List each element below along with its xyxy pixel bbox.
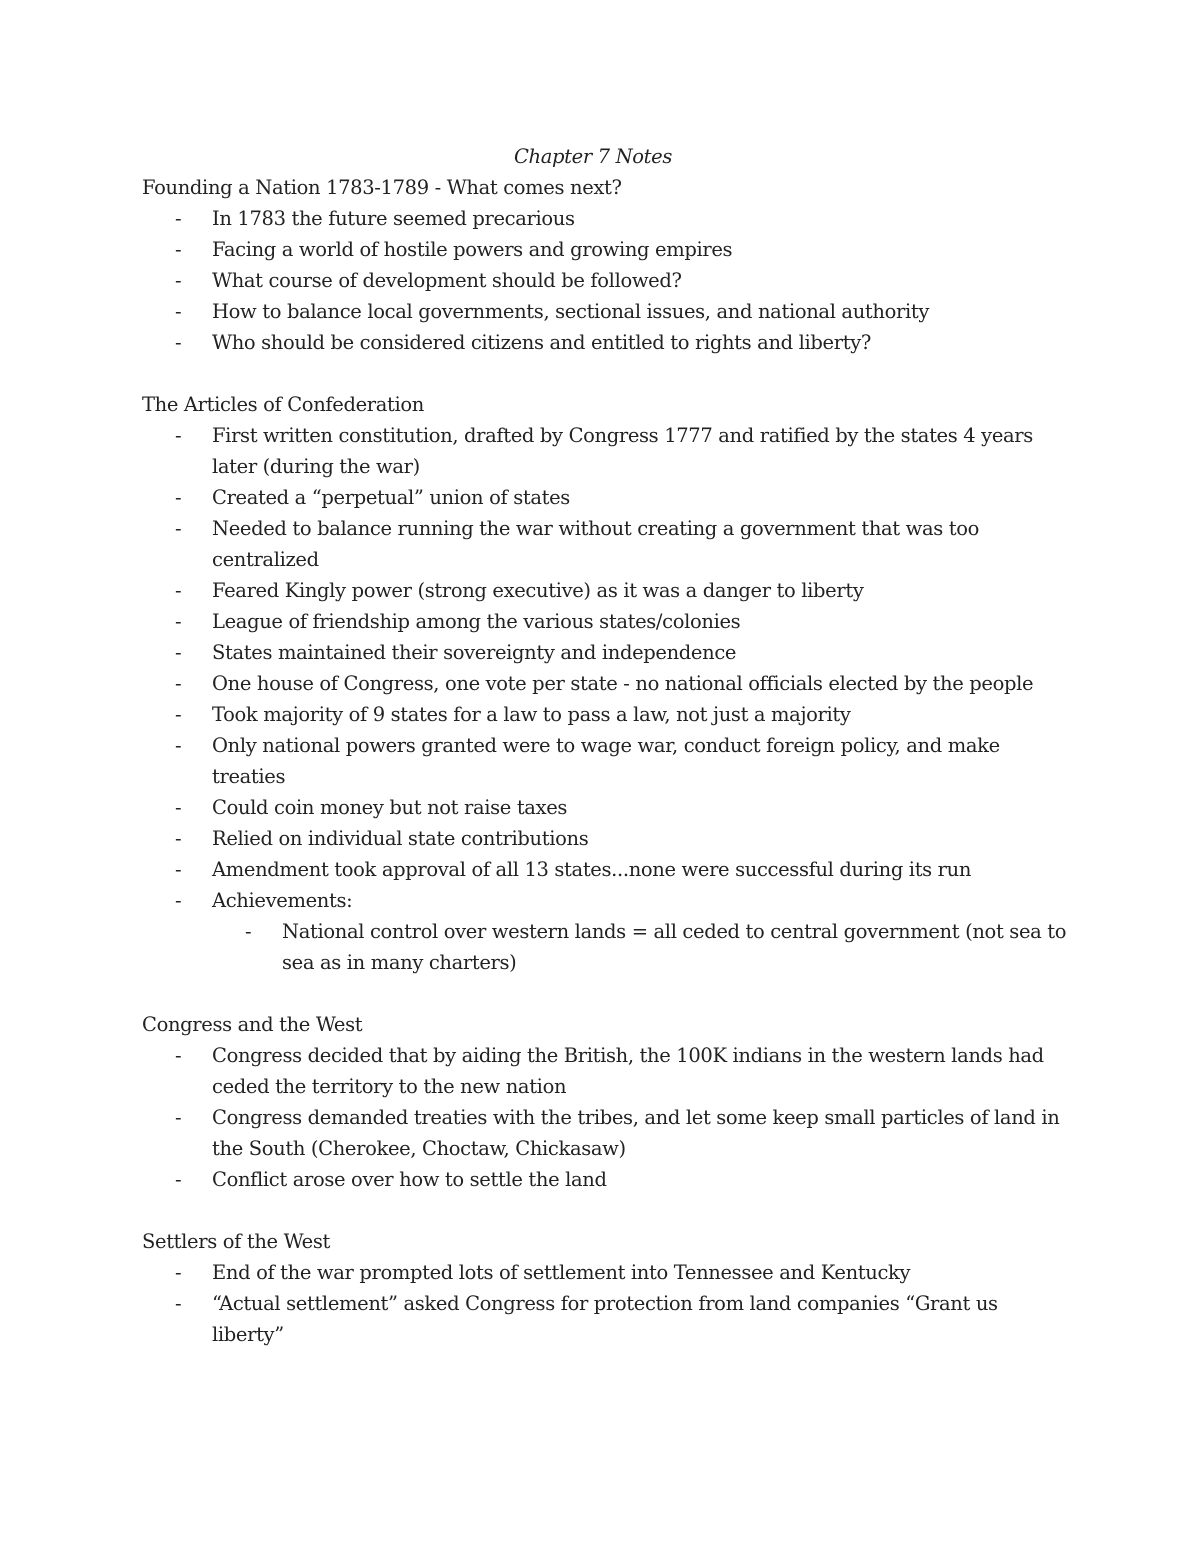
notes-content — [142, 141, 1072, 1381]
list-item — [142, 606, 1072, 637]
section-congress-and-the-west — [142, 1009, 1072, 1195]
list-item — [142, 482, 1072, 513]
list-item-text: What course of development should be followed? — [212, 269, 682, 292]
dash-bullet: - — [175, 424, 182, 447]
list-item — [142, 730, 1072, 792]
list-item — [142, 1040, 1072, 1102]
list-item-text: Achievements: — [212, 889, 353, 912]
list-item — [142, 513, 1072, 575]
list-item — [142, 203, 1072, 234]
section-articles-of-confederation — [142, 389, 1072, 978]
list-item — [142, 823, 1072, 854]
page-title: Chapter 7 Notes — [513, 145, 673, 168]
bullet-list — [142, 1040, 1072, 1195]
bullet-list — [142, 203, 1072, 358]
dash-bullet: - — [175, 1261, 182, 1284]
list-item — [142, 296, 1072, 327]
dash-bullet: - — [175, 1168, 182, 1191]
list-item — [142, 420, 1072, 482]
list-item-text: Could coin money but not raise taxes — [212, 796, 568, 819]
bullet-list — [142, 420, 1072, 978]
section-heading: The Articles of Confederation — [142, 393, 425, 416]
section-heading: Congress and the West — [142, 1013, 363, 1036]
list-item — [142, 327, 1072, 358]
list-item-text: Congress demanded treaties with the tribes, and let some keep small particles of land in the South (Cherokee, Choctaw, Chickasaw) — [212, 1106, 1060, 1160]
list-item-text: One house of Congress, one vote per state - no national officials elected by the people — [212, 672, 1034, 695]
list-item-text: Took majority of 9 states for a law to pass a law, not just a majority — [212, 703, 851, 726]
dash-bullet: - — [175, 486, 182, 509]
list-item-text: First written constitution, drafted by Congress 1777 and ratified by the states 4 years later (during the war) — [212, 424, 1033, 478]
dash-bullet: - — [175, 331, 182, 354]
dash-bullet: - — [175, 238, 182, 261]
list-item-text: Facing a world of hostile powers and growing empires — [212, 238, 733, 261]
dash-bullet: - — [175, 734, 182, 757]
dash-bullet: - — [175, 858, 182, 881]
dash-bullet: - — [175, 1292, 182, 1315]
list-item-text: States maintained their sovereignty and independence — [212, 641, 737, 664]
list-item — [142, 885, 1072, 978]
list-item-text: Needed to balance running the war without creating a government that was too centralized — [212, 517, 980, 571]
dash-bullet: - — [245, 920, 252, 943]
dash-bullet: - — [175, 672, 182, 695]
section-founding-a-nation — [142, 172, 1072, 358]
list-item — [142, 792, 1072, 823]
dash-bullet: - — [175, 300, 182, 323]
list-item-text: End of the war prompted lots of settlement into Tennessee and Kentucky — [212, 1261, 911, 1284]
list-item-text: Relied on individual state contributions — [212, 827, 589, 850]
list-item-text: Conflict arose over how to settle the land — [212, 1168, 607, 1191]
bullet-list — [142, 1257, 1072, 1350]
section-heading: Founding a Nation 1783-1789 - What comes next? — [142, 176, 622, 199]
list-item — [142, 699, 1072, 730]
dash-bullet: - — [175, 269, 182, 292]
list-item — [142, 1164, 1072, 1195]
nested-bullet-list — [212, 916, 1072, 978]
list-item — [142, 1288, 1072, 1350]
nested-list-item — [212, 916, 1072, 978]
dash-bullet: - — [175, 517, 182, 540]
dash-bullet: - — [175, 641, 182, 664]
list-item-text: “Actual settlement” asked Congress for protection from land companies “Grant us liberty” — [212, 1292, 998, 1346]
list-item-text: Amendment took approval of all 13 states...none were successful during its run — [212, 858, 972, 881]
list-item-text: Created a “perpetual” union of states — [212, 486, 570, 509]
list-item — [142, 575, 1072, 606]
list-item — [142, 637, 1072, 668]
list-item-text: How to balance local governments, sectional issues, and national authority — [212, 300, 930, 323]
list-item — [142, 1102, 1072, 1164]
list-item-text: League of friendship among the various states/colonies — [212, 610, 741, 633]
list-item — [142, 854, 1072, 885]
dash-bullet: - — [175, 207, 182, 230]
list-item-text: Who should be considered citizens and entitled to rights and liberty? — [212, 331, 871, 354]
dash-bullet: - — [175, 827, 182, 850]
dash-bullet: - — [175, 796, 182, 819]
list-item-text: Congress decided that by aiding the British, the 100K indians in the western lands had ceded the territory to the new nation — [212, 1044, 1044, 1098]
list-item — [142, 234, 1072, 265]
list-item-text: National control over western lands = all ceded to central government (not sea to sea as in many charters) — [282, 920, 1067, 974]
dash-bullet: - — [175, 579, 182, 602]
list-item-text: In 1783 the future seemed precarious — [212, 207, 575, 230]
list-item — [142, 265, 1072, 296]
list-item — [142, 668, 1072, 699]
dash-bullet: - — [175, 889, 182, 912]
dash-bullet: - — [175, 1106, 182, 1129]
list-item-text: Feared Kingly power (strong executive) as it was a danger to liberty — [212, 579, 864, 602]
dash-bullet: - — [175, 703, 182, 726]
dash-bullet: - — [175, 610, 182, 633]
list-item — [142, 1257, 1072, 1288]
section-settlers-of-the-west — [142, 1226, 1072, 1350]
list-item-text: Only national powers granted were to wage war, conduct foreign policy, and make treaties — [212, 734, 1000, 788]
dash-bullet: - — [175, 1044, 182, 1067]
section-heading: Settlers of the West — [142, 1230, 331, 1253]
